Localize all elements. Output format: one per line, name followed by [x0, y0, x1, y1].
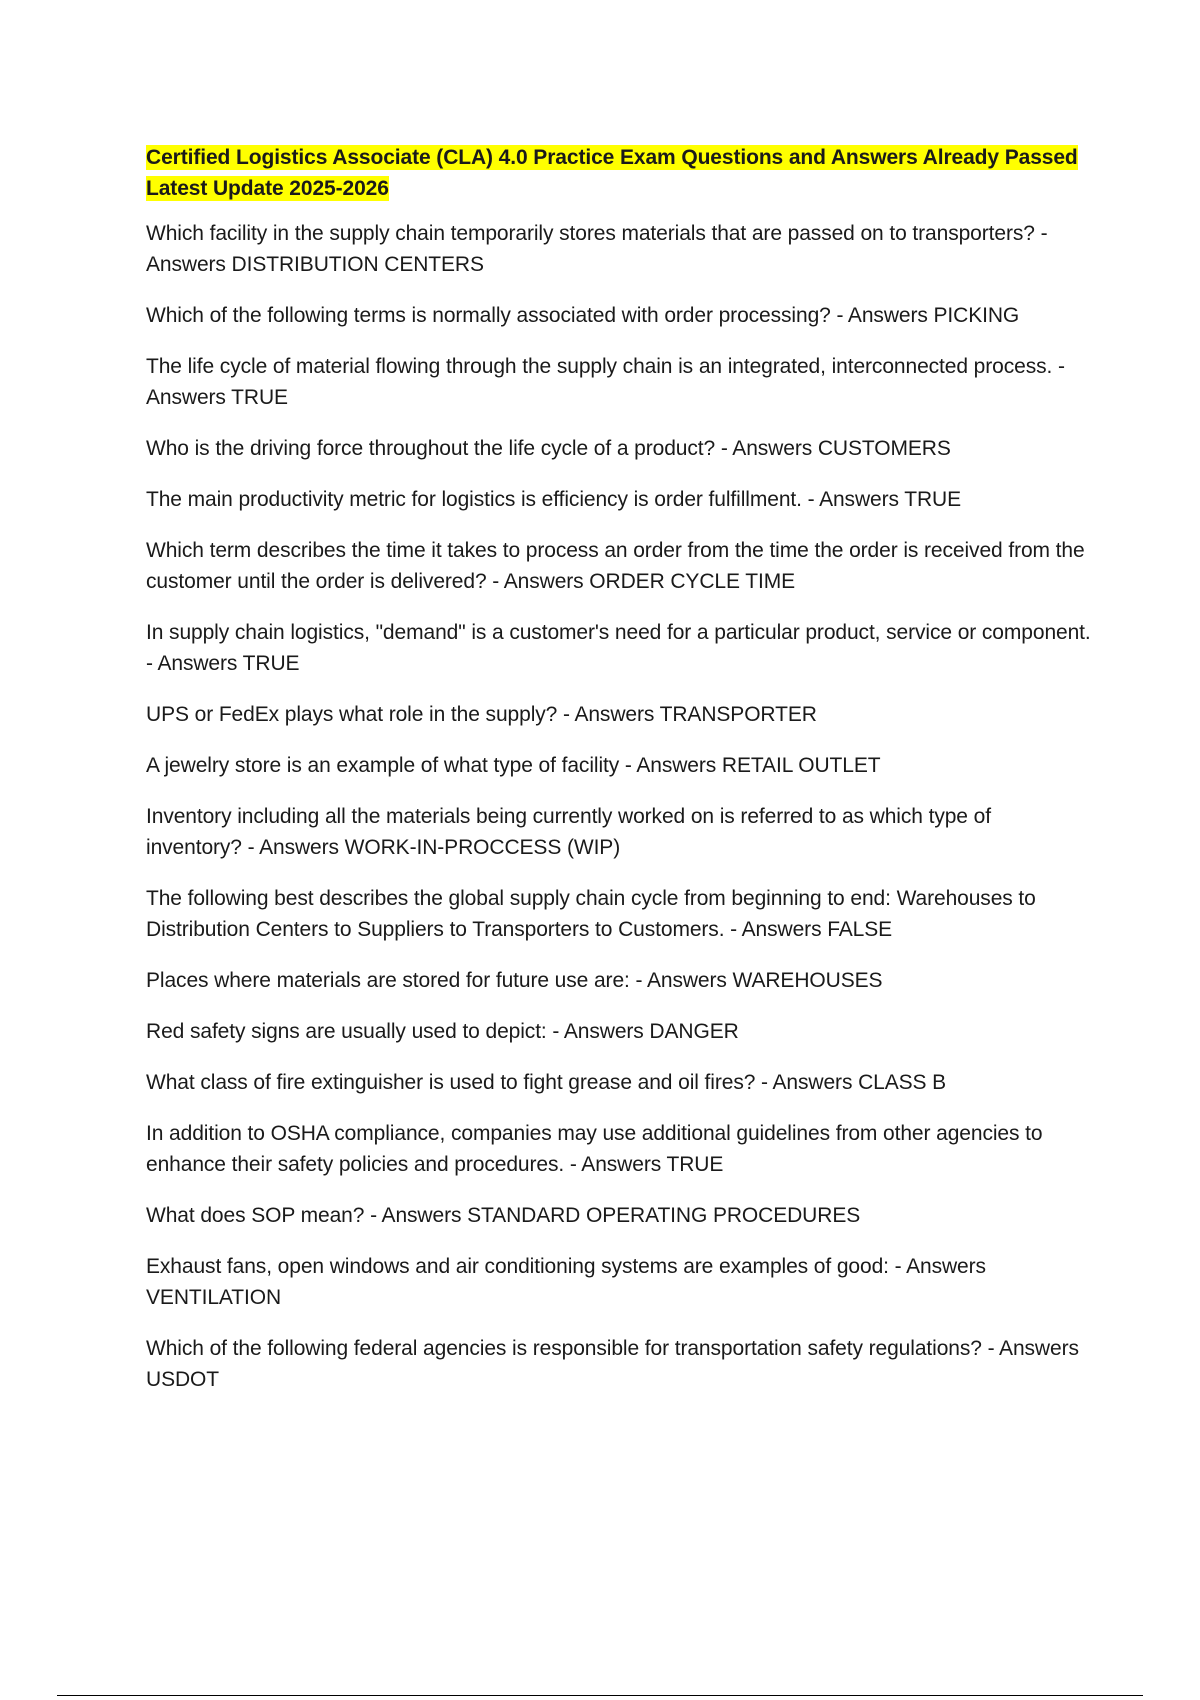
qa-item: Red safety signs are usually used to depict: - Answers DANGER [146, 1020, 739, 1043]
qa-item: Which facility in the supply chain temporarily stores materials that are passed on to transporters? - Answers DISTRIBUTION CENTERS [146, 222, 1048, 276]
document-title [146, 142, 1091, 204]
qa-item: Inventory including all the materials being currently worked on is referred to as which type of inventory? - Answers WORK-IN-PROCCESS (WIP) [146, 805, 991, 859]
qa-item: Which of the following terms is normally associated with order processing? - Answers PICKING [146, 304, 1020, 327]
qa-item: Exhaust fans, open windows and air conditioning systems are examples of good: - Answers VENTILATION [146, 1255, 986, 1309]
document-title-text: Certified Logistics Associate (CLA) 4.0 Practice Exam Questions and Answers Already Passed Latest Update 2025-2026 [146, 146, 1078, 200]
qa-item: What does SOP mean? - Answers STANDARD OPERATING PROCEDURES [146, 1204, 861, 1227]
qa-item: Who is the driving force throughout the life cycle of a product? - Answers CUSTOMERS [146, 437, 951, 460]
qa-item: The life cycle of material flowing through the supply chain is an integrated, interconnected process. - Answers TRUE [146, 355, 1065, 409]
qa-item: Which term describes the time it takes to process an order from the time the order is received from the customer until the order is delivered? - Answers ORDER CYCLE TIME [146, 539, 1085, 593]
qa-item: Places where materials are stored for future use are: - Answers WAREHOUSES [146, 969, 883, 992]
qa-item: The main productivity metric for logistics is efficiency is order fulfillment. - Answers TRUE [146, 488, 962, 511]
qa-item: What class of fire extinguisher is used to fight grease and oil fires? - Answers CLASS B [146, 1071, 947, 1094]
qa-item: UPS or FedEx plays what role in the supply? - Answers TRANSPORTER [146, 703, 817, 726]
document-content [146, 142, 1091, 1415]
qa-item: In addition to OSHA compliance, companies may use additional guidelines from other agencies to enhance their safety policies and procedures. - Answers TRUE [146, 1122, 1043, 1176]
qa-item: In supply chain logistics, "demand" is a customer's need for a particular product, service or component. - Answers TRUE [146, 621, 1091, 675]
page-bottom-rule [57, 1695, 1143, 1696]
qa-item: Which of the following federal agencies is responsible for transportation safety regulations? - Answers USDOT [146, 1337, 1079, 1391]
qa-item: The following best describes the global supply chain cycle from beginning to end: Warehouses to Distribution Centers to Suppliers to Transporters to Customers. - Answers FALSE [146, 887, 1036, 941]
qa-item: A jewelry store is an example of what type of facility - Answers RETAIL OUTLET [146, 754, 881, 777]
